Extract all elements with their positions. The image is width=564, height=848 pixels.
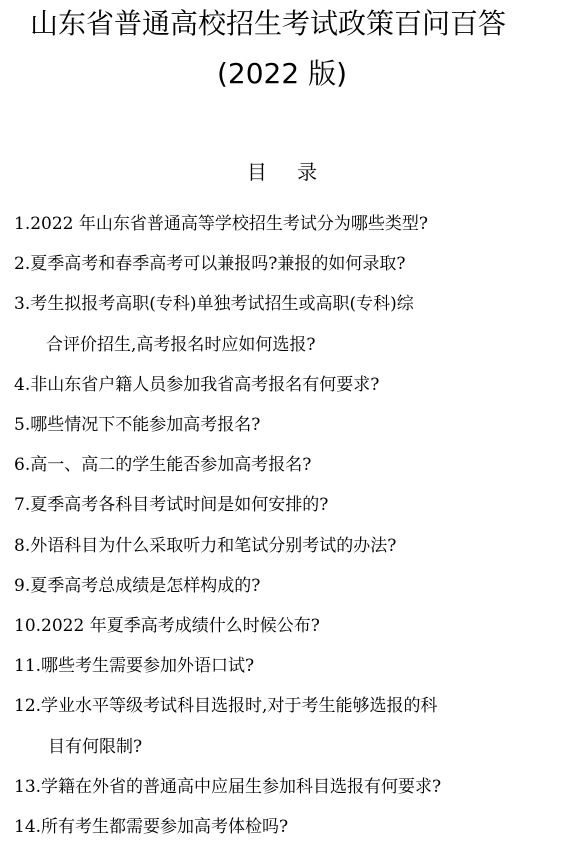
toc-item-number: 14.	[14, 817, 42, 838]
toc-item	[0, 284, 564, 364]
toc-item	[0, 365, 564, 405]
toc-item-text	[14, 405, 564, 445]
toc-item	[0, 646, 564, 686]
toc-item-label: 哪些情况下不能参加高考报名?	[30, 415, 261, 436]
toc-item-number: 9.	[14, 575, 31, 596]
toc-item-text	[14, 686, 564, 726]
toc-item-label: 所有考生都需要参加高考体检吗?	[41, 817, 289, 838]
toc-item-number: 6.	[14, 455, 31, 476]
toc-item-text	[14, 244, 564, 284]
toc-item-text	[14, 365, 564, 405]
toc-item-number: 12.	[14, 696, 42, 717]
toc-heading: 目 录	[246, 160, 330, 184]
toc-item-text	[14, 646, 564, 686]
toc-item-label: 非山东省户籍人员参加我省高考报名有何要求?	[30, 374, 380, 395]
toc-item-label: 夏季高考和春季高考可以兼报吗?兼报的如何录取?	[30, 254, 406, 275]
toc-item-label: 高一、高二的学生能否参加高考报名?	[30, 455, 312, 476]
toc-item	[0, 244, 564, 284]
toc-item-text	[14, 767, 564, 807]
toc-item	[0, 485, 564, 525]
toc-item-number: 5.	[14, 415, 31, 436]
toc-item	[0, 204, 564, 244]
toc-item-label: 2022 年山东省普通高等学校招生考试分为哪些类型?	[30, 214, 429, 234]
toc-item-number: 3.	[14, 294, 31, 315]
toc-item	[0, 445, 564, 485]
toc-item-label: 目有何限制?	[48, 736, 143, 757]
toc-item-text	[14, 445, 564, 485]
toc-item-label: 夏季高考总成绩是怎样构成的?	[30, 575, 261, 596]
toc-item-text-continued	[14, 727, 564, 767]
toc-item-number: 10.	[14, 616, 42, 637]
toc-item-text	[14, 526, 564, 566]
toc-item	[0, 686, 564, 766]
toc-item-text-continued	[14, 325, 564, 365]
toc-item-label: 学业水平等级考试科目选报时,对于考生能够选报的科	[41, 696, 438, 717]
toc-item	[0, 606, 564, 646]
toc-item-label: 学籍在外省的普通高中应届生参加科目选报有何要求?	[41, 776, 442, 797]
toc-item-label: 夏季高考各科目考试时间是如何安排的?	[30, 495, 329, 516]
toc-item-number: 2.	[14, 254, 31, 275]
toc-item-text	[14, 284, 564, 324]
toc-item	[0, 807, 564, 847]
toc-item	[0, 405, 564, 445]
toc-item	[0, 767, 564, 807]
toc-item-number: 13.	[14, 776, 42, 797]
toc-item-text	[14, 606, 564, 646]
toc-item-number: 7.	[14, 495, 31, 516]
toc-item	[0, 566, 564, 606]
table-of-contents	[0, 204, 564, 847]
toc-item-number: 4.	[14, 374, 31, 395]
document-title: 山东省普通高校招生考试政策百问百答	[29, 7, 506, 40]
toc-item-text	[14, 485, 564, 525]
toc-item-number: 1.	[14, 214, 31, 234]
toc-item	[0, 526, 564, 566]
toc-item-label: 考生拟报考高职(专科)单独考试招生或高职(专科)综	[30, 294, 414, 315]
toc-item-text	[14, 204, 564, 244]
toc-item-text	[14, 807, 564, 847]
toc-item-label: 外语科目为什么采取听力和笔试分别考试的办法?	[30, 535, 397, 556]
toc-item-number: 11.	[14, 656, 42, 677]
toc-item-number: 8.	[14, 535, 31, 556]
document-edition: (2022 版)	[216, 57, 347, 90]
toc-item-label: 合评价招生,高考报名时应如何选报?	[46, 334, 316, 355]
toc-item-label: 哪些考生需要参加外语口试?	[41, 656, 255, 677]
toc-item-text	[14, 566, 564, 606]
toc-item-label: 2022 年夏季高考成绩什么时候公布?	[41, 616, 320, 637]
